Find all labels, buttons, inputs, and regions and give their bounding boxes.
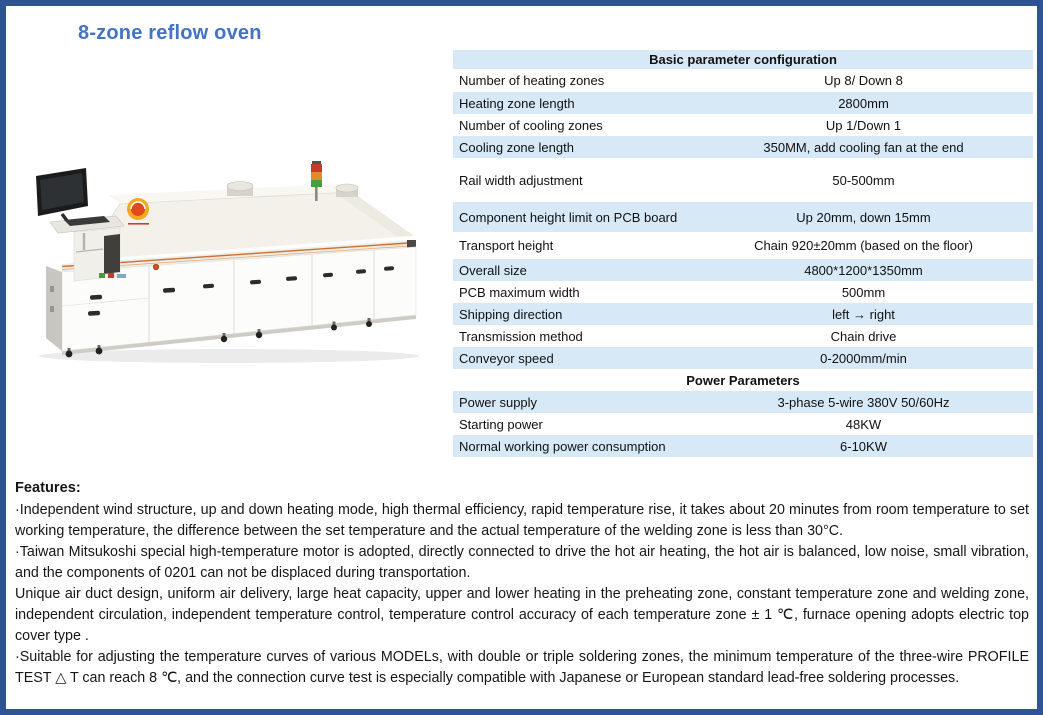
row-value: Up 1/Down 1 <box>825 117 902 133</box>
row-label: Normal working power consumption <box>459 438 666 454</box>
row-value: 500mm <box>841 284 886 300</box>
row-label: Starting power <box>459 416 543 432</box>
row-label: Shipping direction <box>459 306 563 322</box>
table-row <box>453 69 1033 92</box>
feature-paragraph: ·Taiwan Mitsukoshi special high-temperature motor is adopted, directly connected to drive the hot air heating, the hot air is balanced, low noise, small vibration, and the components of 0201 can not be displaced during transportation. <box>15 543 1029 581</box>
row-label: Heating zone length <box>459 95 575 111</box>
power-section-title: Power Parameters <box>453 369 1033 391</box>
machine-illustration <box>36 161 419 363</box>
row-label: Component height limit on PCB board <box>459 209 678 225</box>
row-label: Transport height <box>459 238 554 253</box>
table-row <box>453 114 1033 136</box>
row-label: Power supply <box>459 394 538 410</box>
table-row <box>453 202 1033 232</box>
row-value: Chain 920±20mm (based on the floor) <box>754 238 973 253</box>
row-label: Number of cooling zones <box>459 117 603 133</box>
table-row <box>453 92 1033 114</box>
table-row <box>453 435 1033 457</box>
table-row <box>453 347 1033 369</box>
feature-paragraph: ·Independent wind structure, up and down heating mode, high thermal efficiency, rapid temperature rise, it takes about 20 minutes from room temperature to set working temperature, the difference between the set temperature and the actual temperature of the welding zone is less than 30°C. <box>15 501 1029 539</box>
table-row <box>453 391 1033 413</box>
table-row <box>453 259 1033 281</box>
row-value: 4800*1200*1350mm <box>804 262 923 278</box>
table-row <box>453 136 1033 158</box>
row-value: 350MM, add cooling fan at the end <box>763 139 964 155</box>
row-label: PCB maximum width <box>459 284 580 300</box>
table-row <box>453 232 1033 259</box>
row-value: Up 8/ Down 8 <box>824 73 903 88</box>
row-value: 2800mm <box>838 95 889 111</box>
row-value: Up 20mm, down 15mm <box>796 209 931 225</box>
row-label: Rail width adjustment <box>459 172 583 188</box>
emergency-button-icon <box>153 264 159 270</box>
features-section <box>15 478 1029 689</box>
table-row <box>453 413 1033 435</box>
exhaust-vent-icon <box>336 184 358 197</box>
table-row <box>453 158 1033 202</box>
row-value: 0-2000mm/min <box>820 350 907 366</box>
row-label: Conveyor speed <box>459 350 554 366</box>
feature-paragraph: ·Suitable for adjusting the temperature curves of various MODELs, with double or triple soldering zones, the minimum temperature of the three-wire PROFILE TEST △ T can reach 8 ℃, and the connection curve test is especially compatible with Japanese or European standard lead-free soldering processes. <box>15 649 1029 687</box>
product-photo <box>24 154 436 366</box>
row-value: left → right <box>832 306 895 322</box>
spec-table <box>453 50 1033 457</box>
feature-paragraph: Unique air duct design, uniform air delivery, large heat capacity, upper and lower heating in the preheating zone, constant temperature zone and welding zone, independent circulation, independent temperature control, temperature control accuracy of each temperature zone ± 1 ℃, furnace opening adopts electric top cover type . <box>15 585 1029 644</box>
row-value: 3-phase 5-wire 380V 50/60Hz <box>777 394 950 410</box>
row-value: Chain drive <box>830 328 897 344</box>
table-row <box>453 281 1033 303</box>
row-value: 50-500mm <box>832 172 895 188</box>
exhaust-vent-icon <box>227 182 253 197</box>
table-row <box>453 303 1033 325</box>
row-value: 6-10KW <box>840 438 887 454</box>
table-row <box>453 325 1033 347</box>
features-heading: Features: <box>15 480 81 496</box>
row-label: Overall size <box>459 262 527 278</box>
row-label: Number of heating zones <box>459 73 605 88</box>
page-title: 8-zone reflow oven <box>78 22 262 44</box>
table-title: Basic parameter configuration <box>453 50 1033 69</box>
row-label: Transmission method <box>459 328 583 344</box>
row-value: 48KW <box>845 416 882 432</box>
row-label: Cooling zone length <box>459 139 574 155</box>
